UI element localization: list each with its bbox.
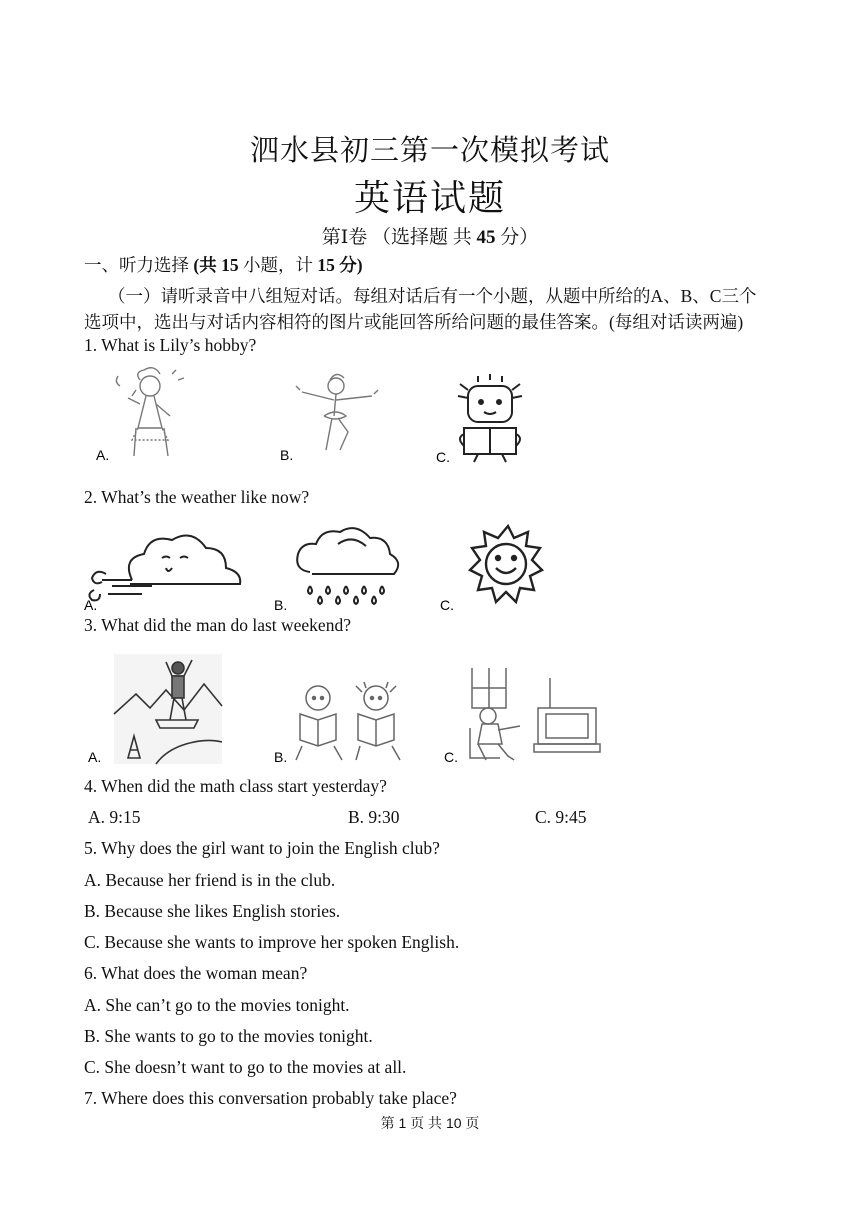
q6-option-c: C. She doesn’t want to go to the movies at all.	[84, 1057, 407, 1077]
q6-option-b: B. She wants to go to the movies tonight.	[84, 1026, 373, 1046]
page-footer	[0, 1113, 860, 1133]
section-info-mid: 小题，计	[242, 255, 313, 275]
volume-heading	[0, 222, 860, 249]
volume-points: 45	[476, 227, 496, 248]
pic-label-2c: C.	[440, 597, 454, 613]
section-info-open: (共	[193, 255, 217, 275]
question-7: 7. Where does this conversation probably take place?	[84, 1088, 457, 1108]
footer-mid: 页 共	[410, 1115, 443, 1131]
footer-prefix: 第	[380, 1115, 395, 1131]
q5-option-b: B. Because she likes English stories.	[84, 901, 341, 921]
instruction-line-1: （一）请听录音中八组短对话。每组对话后有一个小题，从题中所给的A、B、C三个	[108, 286, 757, 306]
q6-option-a: A. She can’t go to the movies tonight.	[84, 995, 350, 1015]
q4-option-c: C. 9:45	[535, 807, 587, 827]
reading-girl-picture	[434, 376, 544, 466]
pic-label-1b: B.	[280, 447, 294, 463]
footer-suffix: 页	[465, 1115, 480, 1131]
pic-label-1a: A.	[96, 447, 110, 463]
section-info-close: 分)	[339, 255, 363, 275]
section-points: 15	[317, 255, 335, 275]
volume-label: 第Ⅰ卷 （选择题 共	[321, 227, 472, 248]
question-4: 4. When did the math class start yesterday?	[84, 776, 387, 796]
q4-option-b: B. 9:30	[348, 807, 400, 827]
section-count: 15	[221, 255, 239, 275]
q5-option-c: C. Because she wants to improve her spoken English.	[84, 932, 460, 952]
pic-label-3a: A.	[88, 749, 102, 765]
mountain-climbing-picture	[86, 654, 226, 766]
windy-cloud-picture	[82, 528, 252, 614]
question-2: 2. What’s the weather like now?	[84, 487, 310, 507]
sun-picture	[436, 522, 556, 614]
footer-page: 1	[398, 1115, 407, 1131]
question-5: 5. Why does the girl want to join the English club?	[84, 838, 440, 858]
question-1: 1. What is Lily’s hobby?	[84, 335, 257, 355]
pic-label-3c: C.	[444, 749, 458, 765]
question-6: 6. What does the woman mean?	[84, 963, 308, 983]
pic-label-2b: B.	[274, 597, 288, 613]
pic-label-2a: A.	[84, 597, 98, 613]
pic-label-3b: B.	[274, 749, 288, 765]
section-title: 一、听力选择	[84, 255, 189, 275]
instruction-line-2: 选项中，选出与对话内容相符的图片或能回答所给问题的最佳答案。(每组对话读两遍)	[84, 312, 744, 332]
kids-reading-picture	[272, 680, 422, 766]
rain-cloud-picture	[272, 526, 412, 614]
footer-total: 10	[445, 1115, 462, 1131]
subject-title: 英语试题	[353, 178, 506, 218]
watching-tv-picture	[442, 668, 600, 766]
singing-girl-picture	[90, 368, 220, 464]
volume-unit: 分）	[500, 227, 539, 248]
q4-option-a: A. 9:15	[88, 807, 141, 827]
section-heading	[84, 252, 363, 277]
exam-title: 泗水县初三第一次模拟考试	[249, 135, 610, 167]
pic-label-1c: C.	[436, 449, 450, 465]
dancing-girl-picture	[276, 370, 396, 464]
q5-option-a: A. Because her friend is in the club.	[84, 870, 336, 890]
question-3: 3. What did the man do last weekend?	[84, 615, 351, 635]
